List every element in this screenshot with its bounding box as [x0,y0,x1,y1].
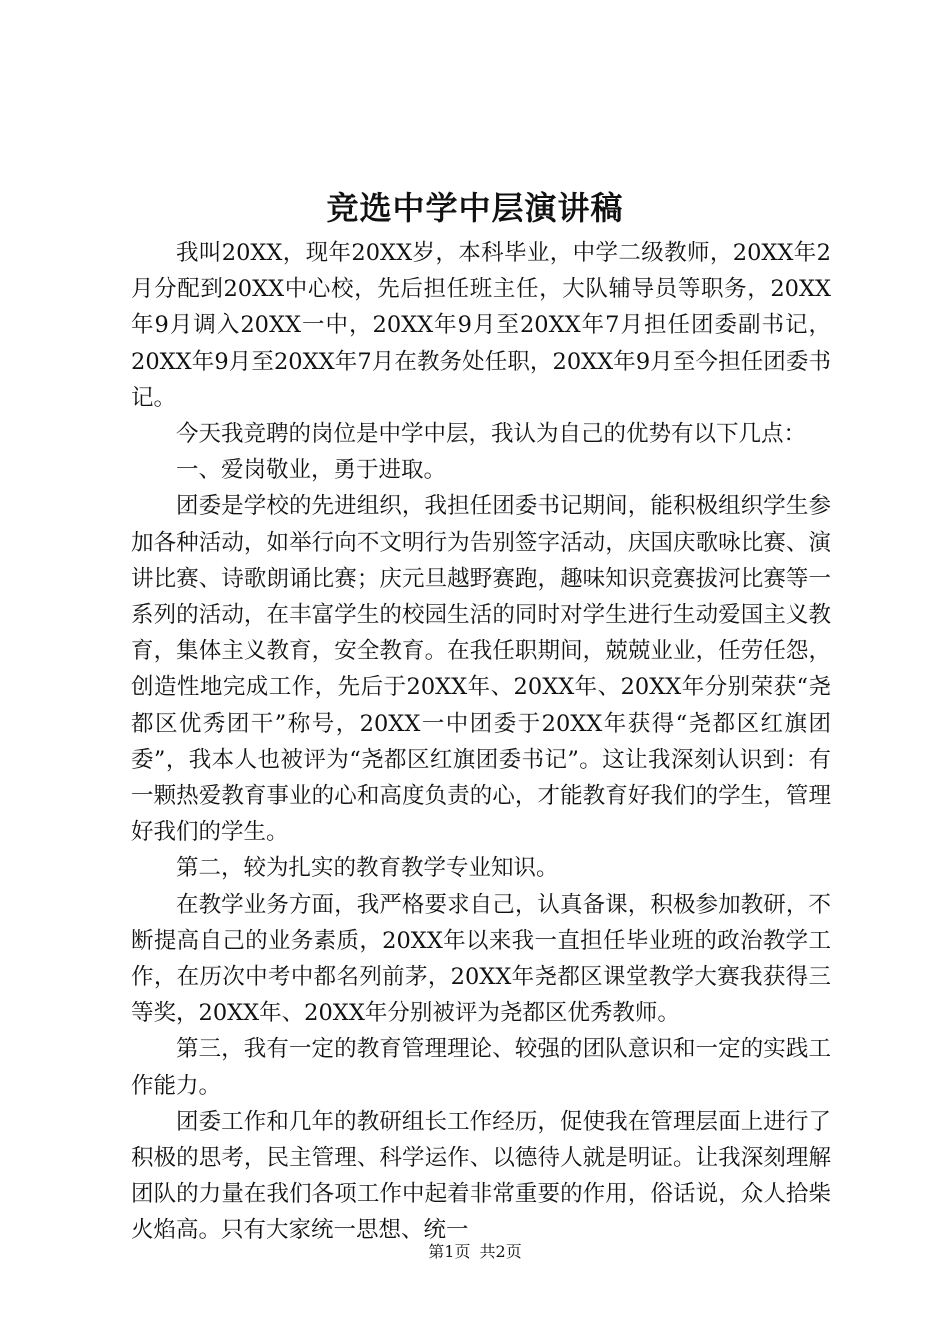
page-title: 竞选中学中层演讲稿 [326,189,624,227]
paragraph: 在教学业务方面，我严格要求自己，认真备课，积极参加教研，不断提高自己的业务素质，20XX年以来我一直担任毕业班的政治教学工作，在历次中考中都名列前茅，20XX年尧都区课堂教学大赛我获得三等奖，20XX年、20XX年分别被评为尧都区优秀教师。 [131,891,831,1027]
document-body [131,235,831,1249]
page-footer [0,1240,950,1264]
paragraph: 我叫20XX，现年20XX岁，本科毕业，中学二级教师，20XX年2月分配到20XX中心校，先后担任班主任，大队辅导员等职务，20XX年9月调入20XX一中，20XX年9月至20XX年7月担任团委副书记，20XX年9月至20XX年7月在教务处任职，20XX年9月至今担任团委书记。 [131,240,831,411]
page-number: 第1页 [428,1242,471,1261]
paragraph: 一、爱岗敬业，勇于进取。 [176,457,447,484]
paragraph: 团委是学校的先进组织，我担任团委书记期间，能积极组织学生参加各种活动，如举行向不文明行为告别签字活动，庆国庆歌咏比赛、演讲比赛、诗歌朗诵比赛；庆元旦越野赛跑，趣味知识竞赛拔河比赛等一系列的活动，在丰富学生的校园生活的同时对学生进行生动爱国主义教育，集体主义教育，安全教育。在我任职期间，兢兢业业，任劳任怨，创造性地完成工作，先后于20XX年、20XX年、20XX年分别荣获“尧都区优秀团干”称号，20XX一中团委于20XX年获得“尧都区红旗团委”，我本人也被评为“尧都区红旗团委书记”。这让我深刻认识到：有一颗热爱教育事业的心和高度负责的心，才能教育好我们的学生，管理好我们的学生。 [131,493,831,846]
page-total: 共2页 [479,1242,522,1261]
paragraph: 第二，较为扎实的教育教学专业知识。 [176,855,559,882]
paragraph: 今天我竞聘的岗位是中学中层，我认为自己的优势有以下几点： [176,421,807,448]
paragraph: 第三，我有一定的教育管理理论、较强的团队意识和一定的实践工作能力。 [131,1036,831,1099]
paragraph: 团委工作和几年的教研组长工作经历，促使我在管理层面上进行了积极的思考，民主管理、科学运作、以德待人就是明证。让我深刻理解团队的力量在我们各项工作中起着非常重要的作用，俗话说，众人拾柴火焰高。只有大家统一思想、统一 [131,1108,831,1244]
